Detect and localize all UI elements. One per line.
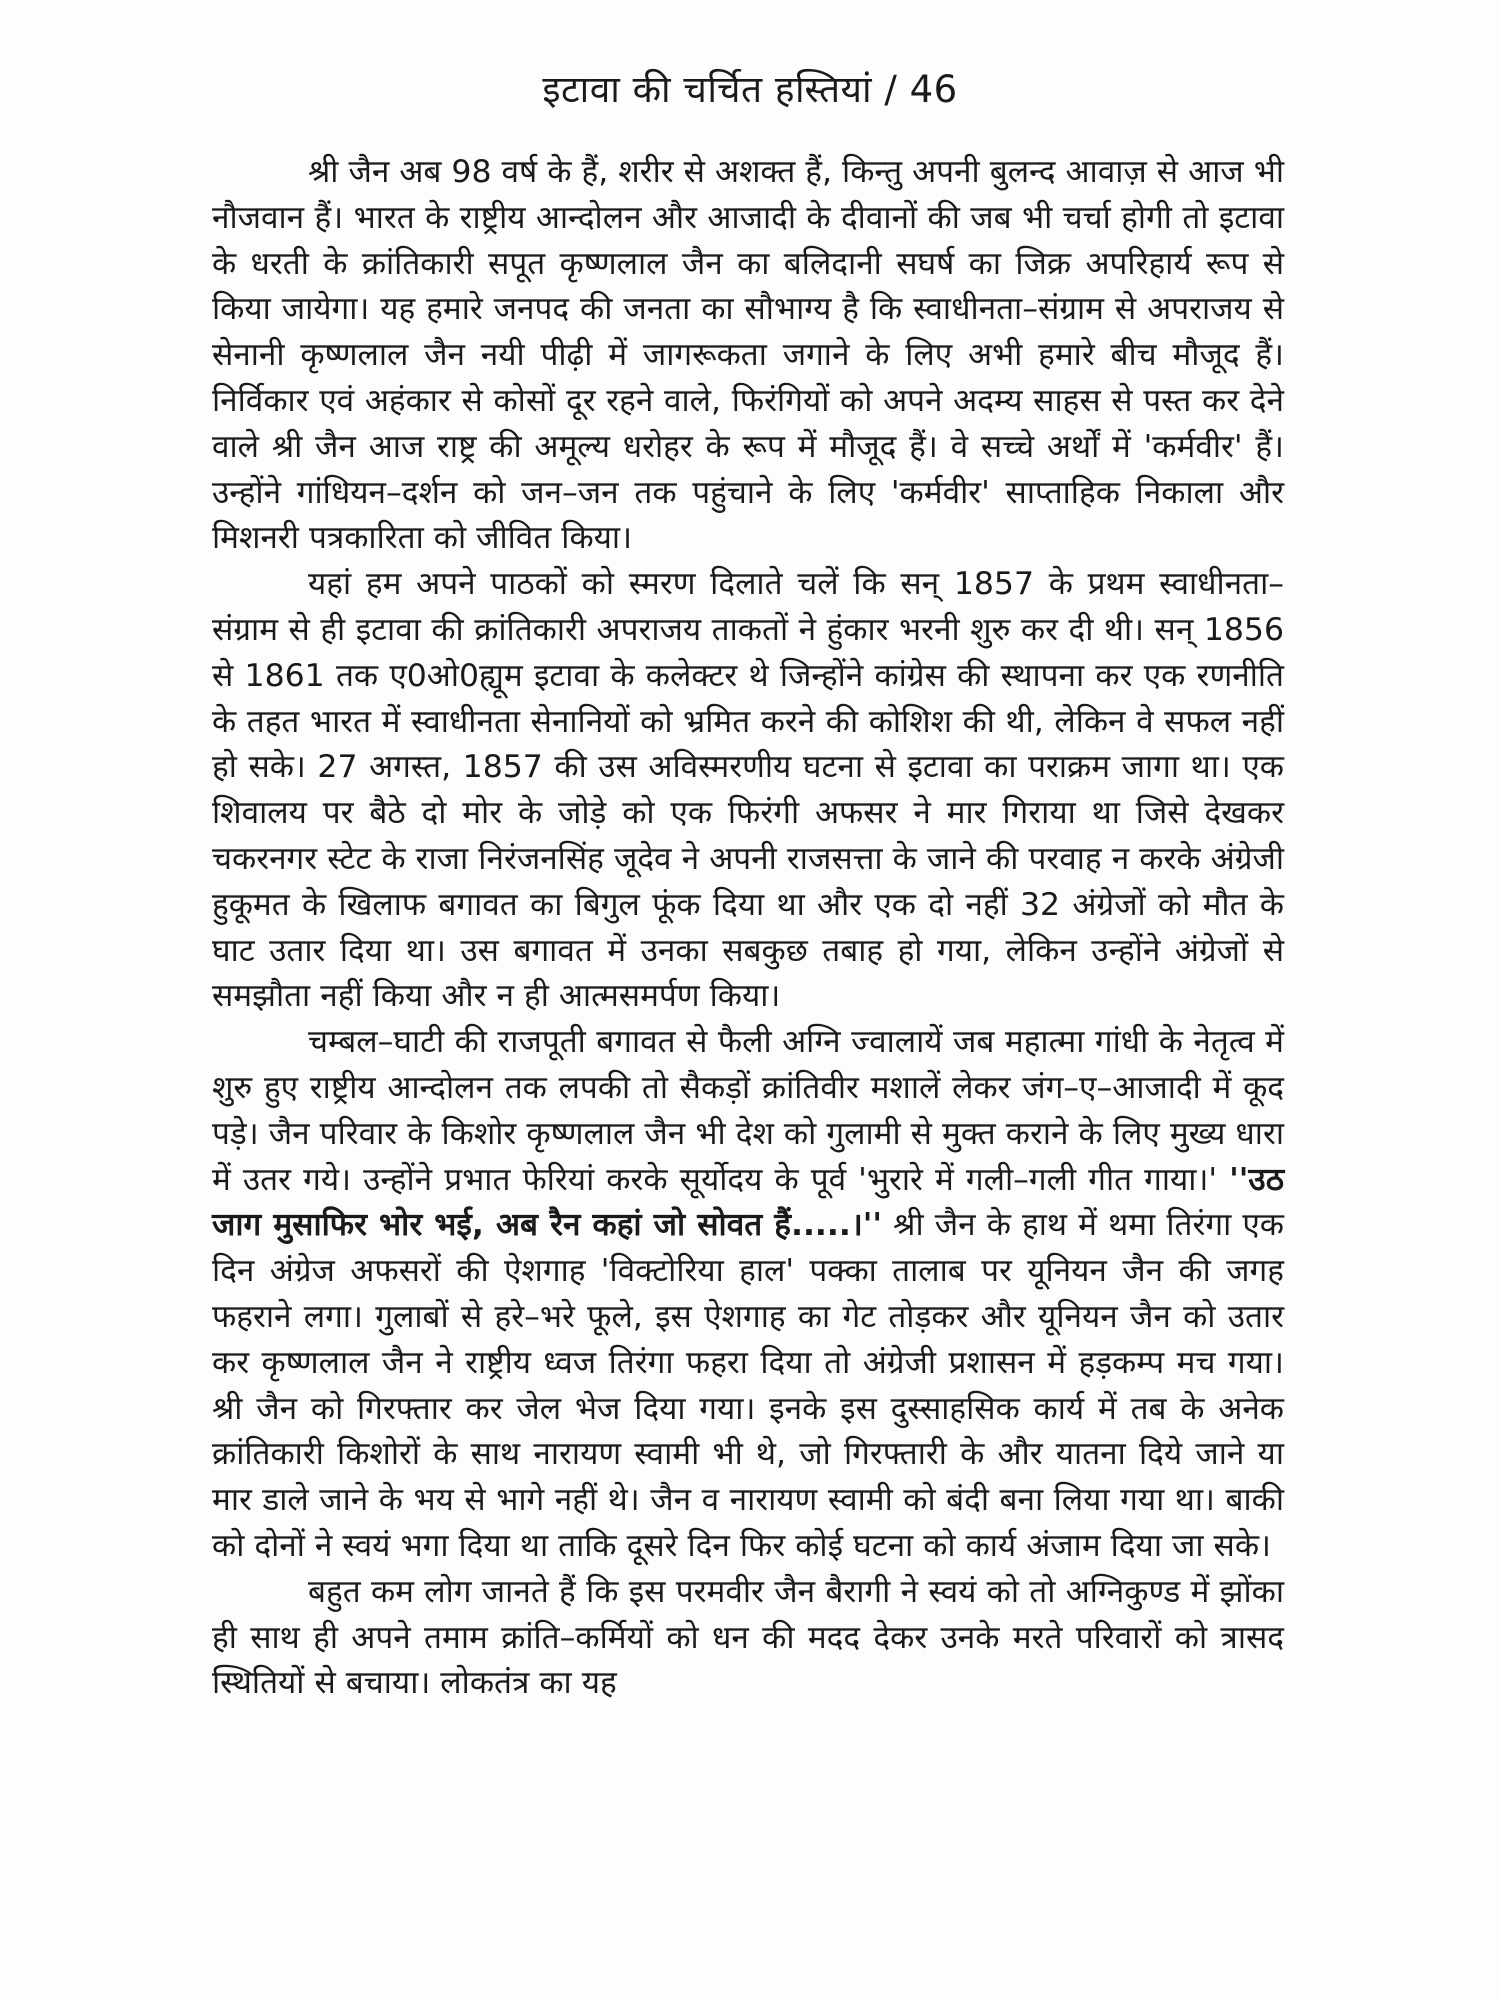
paragraph-3-lead: चम्बल–घाटी की राजपूती बगावत से फैली अग्नि ज्वालायें जब महात्मा गांधी के नेतृत्व में शुरु हुए राष्ट्रीय आन्दोलन तक लपकी तो सैकड़ों क्रांतिवीर मशालें लेकर जंग–ए–आजादी में कूद पड़े। जैन परिवार के किशोर कृष्णलाल जैन भी देश को गुलामी से मुक्त कराने के लिए मुख्य धारा में उतर गये। उन्होंने प्रभात फेरियां करके सूर्योदय के पूर्व 'भुरारे में गली–गली गीत गाया।'	[212, 1024, 1284, 1198]
body-text	[212, 150, 1284, 1707]
paragraph-3	[212, 1020, 1284, 1570]
song-quote: ''उठ जाग मुसाफिर भोर भई, अब रैन कहां जो सोवत हैं.....।''	[212, 1161, 1284, 1244]
running-head: इटावा की चर्चित हस्तियां / 46	[542, 68, 958, 111]
paragraph-4: बहुत कम लोग जानते हैं कि इस परमवीर जैन बैरागी ने स्वयं को तो अग्निकुण्ड में झोंका ही साथ ही अपने तमाम क्रांति–कर्मियों को धन की मदद देकर उनके मरते परिवारों को त्रासद स्थितियों से बचाया। लोकतंत्र का यह	[212, 1573, 1284, 1702]
paragraph-3-rest: श्री जैन के हाथ में थमा तिरंगा एक दिन अंग्रेज अफसरों की ऐशगाह 'विक्टोरिया हाल' पक्का तालाब पर यूनियन जैन की जगह फहराने लगा। गुलाबों से हरे–भरे फूले, इस ऐशगाह का गेट तोड़कर और यूनियन जैन को उतार कर कृष्णलाल जैन ने राष्ट्रीय ध्वज तिरंगा फहरा दिया तो अंग्रेजी प्रशासन में हड़कम्प मच गया। श्री जैन को गिरफ्तार कर जेल भेज दिया गया। इनके इस दुस्साहसिक कार्य में तब के अनेक क्रांतिकारी किशोरों के साथ नारायण स्वामी भी थे, जो गिरफ्तारी के और यातना दिये जाने या मार डाले जाने के भय से भागे नहीं थे। जैन व नारायण स्वामी को बंदी बना लिया गया था। बाकी को दोनों ने स्वयं भगा दिया था ताकि दूसरे दिन फिर कोई घटना को कार्य अंजाम दिया जा सके।	[212, 1207, 1285, 1564]
paragraph-2: यहां हम अपने पाठकों को स्मरण दिलाते चलें कि सन् 1857 के प्रथम स्वाधीनता–संग्राम से ही इटावा की क्रांतिकारी अपराजय ताकतों ने हुंकार भरनी शुरु कर दी थी। सन् 1856 से 1861 तक ए0ओ0ह्यूम इटावा के कलेक्टर थे जिन्होंने कांग्रेस की स्थापना कर एक रणनीति के तहत भारत में स्वाधीनता सेनानियों को भ्रमित करने की कोशिश की थी, लेकिन वे सफल नहीं हो सके। 27 अगस्त, 1857 की उस अविस्मरणीय घटना से इटावा का पराक्रम जागा था। एक शिवालय पर बैठे दो मोर के जोड़े को एक फिरंगी अफसर ने मार गिराया था जिसे देखकर चकरनगर स्टेट के राजा निरंजनसिंह जूदेव ने अपनी राजसत्ता के जाने की परवाह न करके अंग्रेजी हुकूमत के खिलाफ बगावत का बिगुल फूंक दिया था और एक दो नहीं 32 अंग्रेजों को मौत के घाट उतार दिया था। उस बगावत में उनका सबकुछ तबाह हो गया, लेकिन उन्होंने अंग्रेजों से समझौता नहीं किया और न ही आत्मसमर्पण किया।	[212, 566, 1284, 1015]
paragraph-1: श्री जैन अब 98 वर्ष के हैं, शरीर से अशक्त हैं, किन्तु अपनी बुलन्द आवाज़ से आज भी नौजवान हैं। भारत के राष्ट्रीय आन्दोलन और आजादी के दीवानों की जब भी चर्चा होगी तो इटावा के धरती के क्रांतिकारी सपूत कृष्णलाल जैन का बलिदानी सघर्ष का जिक्र अपरिहार्य रूप से किया जायेगा। यह हमारे जनपद की जनता का सौभाग्य है कि स्वाधीनता–संग्राम से अपराजय से सेनानी कृष्णलाल जैन नयी पीढ़ी में जागरूकता जगाने के लिए अभी हमारे बीच मौजूद हैं। निर्विकार एवं अहंकार से कोसों दूर रहने वाले, फिरंगियों को अपने अदम्य साहस से पस्त कर देने वाले श्री जैन आज राष्ट्र की अमूल्य धरोहर के रूप में मौजूद हैं। वे सच्चे अर्थों में 'कर्मवीर' हैं। उन्होंने गांधियन–दर्शन को जन–जन तक पहुंचाने के लिए 'कर्मवीर' साप्ताहिक निकाला और मिशनरी पत्रकारिता को जीवित किया।	[212, 154, 1284, 557]
